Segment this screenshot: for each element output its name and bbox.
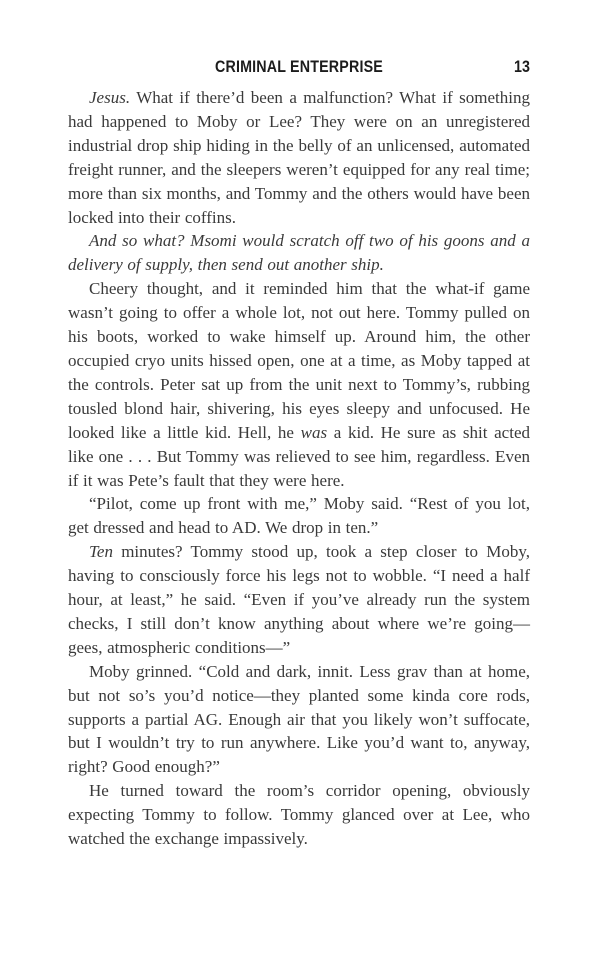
- paragraph: [68, 229, 530, 277]
- italic-text-run: was: [300, 422, 328, 442]
- paragraph: [68, 86, 530, 229]
- text-run: Cheery thought, and it reminded him that the what-if game wasn’t going to offer a whole lot, not out here. Tommy pulled on his boots, worked to wake himself up. Around him, the other occupied cryo units hissed open, one at a time, as Moby tapped at the controls. Peter sat up from the unit next to Tommy’s, rubbing tousled blond hair, shivering, his eyes sleepy and unfocused. He looked like a little kid. Hell, he: [68, 279, 530, 442]
- page-number: 13: [514, 57, 530, 76]
- text-run: He turned toward the room’s corridor opening, obviously expecting Tommy to follow. Tommy glanced over at Lee, who watched the exchange impassively.: [68, 781, 530, 849]
- text-run: What if there’d been a malfunction? What if something had happened to Moby or Lee? They were on an unregistered industrial drop ship hiding in the belly of an unlicensed, automated freight runner, and the sleepers weren’t equipped for any real time; more than six months, and Tommy and the others would have been locked into their coffins.: [68, 88, 530, 227]
- body-text: [68, 86, 530, 851]
- text-run: Moby grinned. “Cold and dark, innit. Less grav than at home, but not so’s you’d notice—they planted some kinda core rods, supports a partial AG. Enough air that you likely won’t suffocate, but I wouldn’t try to run anywhere. Like you’d want to, anyway, right? Good enough?”: [68, 661, 530, 777]
- paragraph: [68, 540, 530, 660]
- paragraph: [68, 277, 530, 492]
- paragraph: [68, 660, 530, 780]
- page-header: [68, 57, 530, 79]
- text-run: minutes? Tommy stood up, took a step closer to Moby, having to consciously force his legs not to wobble. “I need a half hour, at least,” he said. “Even if you’ve already run the system checks, I still don’t know anything about where we’re going—gees, atmospheric conditions—”: [68, 542, 530, 657]
- italic-text-run: Jesus.: [89, 88, 131, 107]
- text-run: a kid. He sure as shit acted like one . . . But Tommy was relieved to see him, regardless. Even if it was Pete’s fault that they were here.: [68, 422, 530, 490]
- italic-text-run: And so what? Msomi would scratch off two of his goons and a delivery of supply, then send out another ship.: [68, 231, 530, 275]
- running-header-title: CRIMINAL ENTERPRISE: [215, 57, 383, 76]
- italic-text-run: Ten: [89, 542, 113, 562]
- text-run: “Pilot, come up front with me,” Moby said. “Rest of you lot, get dressed and head to AD. We drop in ten.”: [68, 494, 530, 538]
- paragraph: [68, 492, 530, 540]
- paragraph: [68, 779, 530, 851]
